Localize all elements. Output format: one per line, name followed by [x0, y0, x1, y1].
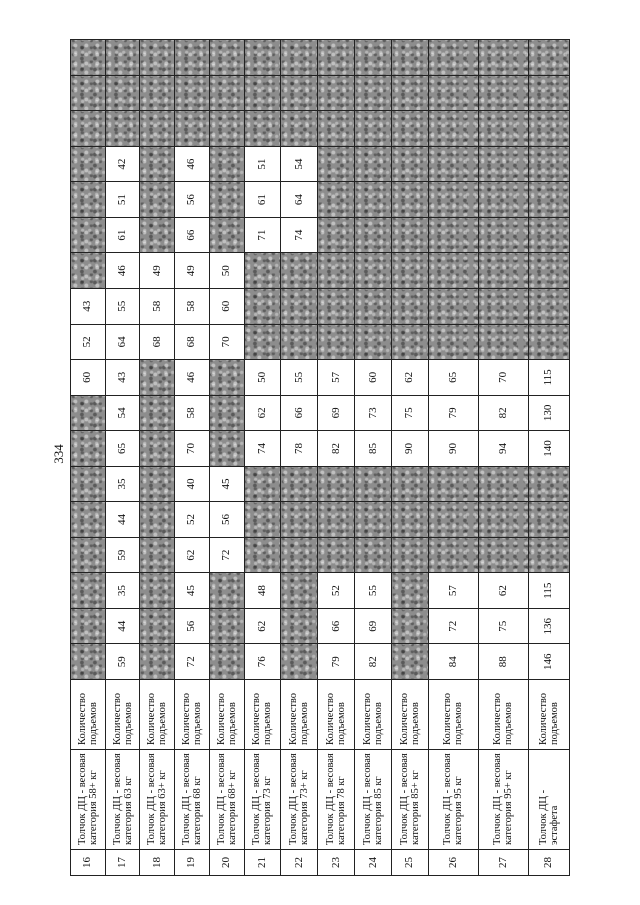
- measure-label: Количество подъемов: [105, 680, 140, 750]
- measure-label: Количество подъемов: [140, 680, 175, 750]
- norm-cell: 82: [318, 431, 355, 467]
- norm-cell: 88: [478, 644, 528, 680]
- norm-cell: 72: [428, 608, 478, 644]
- norm-cell: [281, 502, 318, 538]
- discipline-label: Толчок ДЦ - весовая категория 95+ кг: [478, 750, 528, 850]
- norm-cell: 72: [175, 644, 210, 680]
- norm-cell: 66: [318, 608, 355, 644]
- norm-cell: 70: [175, 431, 210, 467]
- norm-cell: [318, 40, 355, 76]
- norm-cell: [71, 75, 106, 111]
- norm-cell: [478, 217, 528, 253]
- table-row: [478, 40, 528, 876]
- norm-cell: [528, 146, 569, 182]
- norm-cell: [478, 502, 528, 538]
- norm-cell: 82: [355, 644, 392, 680]
- norm-cell: 79: [428, 395, 478, 431]
- norm-cell: 57: [318, 360, 355, 396]
- norm-cell: 64: [105, 324, 140, 360]
- row-number: 19: [175, 850, 210, 876]
- norm-cell: [281, 324, 318, 360]
- norm-cell: [244, 253, 281, 289]
- norm-cell: [318, 288, 355, 324]
- norm-cell: [355, 253, 392, 289]
- norm-cell: 49: [175, 253, 210, 289]
- norm-cell: [318, 75, 355, 111]
- norm-cell: 68: [140, 324, 175, 360]
- measure-label: Количество подъемов: [318, 680, 355, 750]
- norm-cell: [355, 324, 392, 360]
- norm-cell: 78: [281, 431, 318, 467]
- norm-cell: 130: [528, 395, 569, 431]
- norm-cell: 52: [71, 324, 106, 360]
- discipline-label: Толчок ДЦ - весовая категория 85+ кг: [392, 750, 429, 850]
- norm-cell: [140, 537, 175, 573]
- norm-cell: [71, 608, 106, 644]
- norm-cell: 52: [318, 573, 355, 609]
- norm-cell: 35: [105, 466, 140, 502]
- norm-cell: [71, 502, 106, 538]
- table-row: [318, 40, 355, 876]
- norm-cell: [478, 182, 528, 218]
- norm-cell: [392, 537, 429, 573]
- norm-cell: [392, 324, 429, 360]
- norm-cell: 84: [428, 644, 478, 680]
- norm-cell: [428, 288, 478, 324]
- norm-cell: [209, 40, 244, 76]
- norm-cell: [140, 608, 175, 644]
- norm-cell: [528, 288, 569, 324]
- norm-cell: [209, 573, 244, 609]
- norm-cell: 64: [281, 182, 318, 218]
- norm-cell: 51: [244, 146, 281, 182]
- norm-cell: 60: [355, 360, 392, 396]
- norm-cell: [478, 537, 528, 573]
- norm-cell: 61: [244, 182, 281, 218]
- norm-cell: [428, 40, 478, 76]
- norm-cell: [318, 324, 355, 360]
- norm-cell: 68: [175, 324, 210, 360]
- norm-cell: [528, 466, 569, 502]
- norm-cell: [355, 537, 392, 573]
- norm-cell: [428, 75, 478, 111]
- norm-cell: 55: [105, 288, 140, 324]
- norm-cell: 71: [244, 217, 281, 253]
- table-row: [392, 40, 429, 876]
- norm-cell: [392, 288, 429, 324]
- norm-cell: 61: [105, 217, 140, 253]
- norm-cell: 62: [244, 608, 281, 644]
- norm-cell: 115: [528, 360, 569, 396]
- table-row: [140, 40, 175, 876]
- norm-cell: [355, 75, 392, 111]
- discipline-label: Толчок ДЦ - весовая категория 63+ кг: [140, 750, 175, 850]
- norm-cell: [244, 324, 281, 360]
- norm-cell: [209, 182, 244, 218]
- norm-cell: [71, 111, 106, 147]
- norm-cell: [140, 75, 175, 111]
- measure-label: Количество подъемов: [175, 680, 210, 750]
- norm-cell: [428, 182, 478, 218]
- measure-label: Количество подъемов: [392, 680, 429, 750]
- norm-cell: 65: [105, 431, 140, 467]
- norm-cell: [281, 40, 318, 76]
- norm-cell: 94: [478, 431, 528, 467]
- norm-cell: [175, 75, 210, 111]
- row-number: 23: [318, 850, 355, 876]
- norm-cell: [478, 324, 528, 360]
- norm-cell: [105, 111, 140, 147]
- discipline-label: Толчок ДЦ - весовая категория 73+ кг: [281, 750, 318, 850]
- table-row: [428, 40, 478, 876]
- table-row: [281, 40, 318, 876]
- norm-cell: [209, 75, 244, 111]
- norm-cell: [209, 360, 244, 396]
- norm-cell: 54: [105, 395, 140, 431]
- norm-cell: 69: [355, 608, 392, 644]
- norm-cell: [392, 182, 429, 218]
- norm-cell: [209, 644, 244, 680]
- discipline-label: Толчок ДЦ - весовая категория 58+ кг: [71, 750, 106, 850]
- norm-cell: [209, 608, 244, 644]
- norm-cell: [318, 182, 355, 218]
- row-number: 20: [209, 850, 244, 876]
- norm-cell: [244, 111, 281, 147]
- norm-cell: 72: [209, 537, 244, 573]
- norm-cell: [318, 502, 355, 538]
- norm-cell: 54: [281, 146, 318, 182]
- norm-cell: [355, 182, 392, 218]
- norm-cell: [318, 217, 355, 253]
- norm-cell: 70: [478, 360, 528, 396]
- norm-cell: 45: [175, 573, 210, 609]
- discipline-label: Толчок ДЦ - весовая категория 95 кг: [428, 750, 478, 850]
- norm-cell: [281, 608, 318, 644]
- norm-cell: 136: [528, 608, 569, 644]
- norm-cell: [318, 466, 355, 502]
- table-row: [71, 40, 106, 876]
- norm-cell: 40: [175, 466, 210, 502]
- measure-label: Количество подъемов: [478, 680, 528, 750]
- norm-cell: [428, 111, 478, 147]
- norm-cell: [428, 217, 478, 253]
- norm-cell: [209, 431, 244, 467]
- norm-cell: [528, 111, 569, 147]
- norm-cell: [528, 182, 569, 218]
- norm-cell: [355, 111, 392, 147]
- norm-cell: 62: [175, 537, 210, 573]
- norm-cell: [355, 466, 392, 502]
- norm-cell: 62: [244, 395, 281, 431]
- norm-cell: [478, 146, 528, 182]
- norm-cell: [244, 40, 281, 76]
- norm-cell: [392, 146, 429, 182]
- norm-cell: [478, 111, 528, 147]
- norm-cell: [428, 324, 478, 360]
- norm-cell: 60: [71, 360, 106, 396]
- measure-label: Количество подъемов: [281, 680, 318, 750]
- norm-cell: [105, 40, 140, 76]
- norm-cell: [209, 395, 244, 431]
- page-number: 334: [51, 444, 66, 464]
- norms-table-body: [71, 40, 570, 876]
- norm-cell: 56: [209, 502, 244, 538]
- norm-cell: [355, 217, 392, 253]
- norm-cell: 56: [175, 182, 210, 218]
- norm-cell: 59: [105, 537, 140, 573]
- norm-cell: [244, 502, 281, 538]
- norm-cell: 60: [209, 288, 244, 324]
- norm-cell: [71, 466, 106, 502]
- norm-cell: [244, 466, 281, 502]
- norm-cell: 85: [355, 431, 392, 467]
- norm-cell: [140, 360, 175, 396]
- norm-cell: [140, 111, 175, 147]
- norm-cell: 35: [105, 573, 140, 609]
- norm-cell: 69: [318, 395, 355, 431]
- norm-cell: [478, 253, 528, 289]
- norm-cell: [355, 502, 392, 538]
- norm-cell: 66: [175, 217, 210, 253]
- table-row: [528, 40, 569, 876]
- norm-cell: [478, 288, 528, 324]
- norms-table: [70, 39, 570, 876]
- norm-cell: [528, 40, 569, 76]
- table-row: [244, 40, 281, 876]
- norm-cell: 58: [175, 395, 210, 431]
- norm-cell: [281, 75, 318, 111]
- norm-cell: 82: [478, 395, 528, 431]
- norm-cell: [528, 75, 569, 111]
- norm-cell: [140, 466, 175, 502]
- norm-cell: [140, 395, 175, 431]
- norm-cell: [392, 40, 429, 76]
- norm-cell: [140, 217, 175, 253]
- discipline-label: Толчок ДЦ - весовая категория 73 кг: [244, 750, 281, 850]
- norm-cell: 50: [209, 253, 244, 289]
- norm-cell: [281, 537, 318, 573]
- norm-cell: 76: [244, 644, 281, 680]
- norm-cell: 56: [175, 608, 210, 644]
- norm-cell: [318, 537, 355, 573]
- measure-label: Количество подъемов: [528, 680, 569, 750]
- norm-cell: [140, 431, 175, 467]
- norm-cell: 51: [105, 182, 140, 218]
- norm-cell: [318, 253, 355, 289]
- row-number: 18: [140, 850, 175, 876]
- norm-cell: [428, 146, 478, 182]
- norm-cell: 49: [140, 253, 175, 289]
- discipline-label: Толчок ДЦ - эстафета: [528, 750, 569, 850]
- row-number: 24: [355, 850, 392, 876]
- norm-cell: [392, 644, 429, 680]
- norm-cell: [281, 253, 318, 289]
- norm-cell: [281, 573, 318, 609]
- norm-cell: [140, 573, 175, 609]
- row-number: 21: [244, 850, 281, 876]
- norm-cell: [281, 644, 318, 680]
- norm-cell: 45: [209, 466, 244, 502]
- norm-cell: [392, 75, 429, 111]
- measure-label: Количество подъемов: [71, 680, 106, 750]
- norm-cell: [244, 288, 281, 324]
- norm-cell: [175, 111, 210, 147]
- norm-cell: 55: [355, 573, 392, 609]
- norm-cell: [392, 111, 429, 147]
- norm-cell: 115: [528, 573, 569, 609]
- norm-cell: [528, 324, 569, 360]
- norm-cell: [318, 146, 355, 182]
- norm-cell: [318, 111, 355, 147]
- norm-cell: [355, 146, 392, 182]
- norm-cell: [528, 502, 569, 538]
- table-row: [175, 40, 210, 876]
- norm-cell: 42: [105, 146, 140, 182]
- norm-cell: [140, 146, 175, 182]
- norm-cell: 44: [105, 608, 140, 644]
- norm-cell: 43: [105, 360, 140, 396]
- norm-cell: 57: [428, 573, 478, 609]
- norm-cell: [281, 466, 318, 502]
- norm-cell: [244, 75, 281, 111]
- norm-cell: [140, 644, 175, 680]
- norm-cell: 75: [392, 395, 429, 431]
- norm-cell: 58: [140, 288, 175, 324]
- rotated-table-wrapper: [70, 40, 570, 876]
- norm-cell: [209, 111, 244, 147]
- norm-cell: [71, 537, 106, 573]
- norm-cell: 52: [175, 502, 210, 538]
- norm-cell: [428, 537, 478, 573]
- norm-cell: 43: [71, 288, 106, 324]
- norm-cell: 46: [105, 253, 140, 289]
- row-number: 26: [428, 850, 478, 876]
- norm-cell: [244, 537, 281, 573]
- norm-cell: 65: [428, 360, 478, 396]
- discipline-label: Толчок ДЦ - весовая категория 68+ кг: [209, 750, 244, 850]
- norm-cell: 46: [175, 146, 210, 182]
- norm-cell: [392, 608, 429, 644]
- norm-cell: [428, 253, 478, 289]
- measure-label: Количество подъемов: [428, 680, 478, 750]
- norm-cell: [392, 502, 429, 538]
- norm-cell: 58: [175, 288, 210, 324]
- norm-cell: 55: [281, 360, 318, 396]
- row-number: 27: [478, 850, 528, 876]
- norm-cell: [71, 644, 106, 680]
- row-number: 22: [281, 850, 318, 876]
- table-row: [209, 40, 244, 876]
- norm-cell: [209, 217, 244, 253]
- norm-cell: 62: [392, 360, 429, 396]
- row-number: 25: [392, 850, 429, 876]
- norm-cell: [281, 288, 318, 324]
- norm-cell: 48: [244, 573, 281, 609]
- norm-cell: [140, 182, 175, 218]
- norm-cell: 70: [209, 324, 244, 360]
- norm-cell: [392, 573, 429, 609]
- norm-cell: 66: [281, 395, 318, 431]
- norm-cell: [528, 253, 569, 289]
- row-number: 28: [528, 850, 569, 876]
- norm-cell: [71, 146, 106, 182]
- norm-cell: [281, 111, 318, 147]
- norm-cell: [71, 40, 106, 76]
- norm-cell: [428, 466, 478, 502]
- norm-cell: 79: [318, 644, 355, 680]
- norm-cell: 75: [478, 608, 528, 644]
- norm-cell: [71, 431, 106, 467]
- norm-cell: [209, 146, 244, 182]
- norm-cell: [71, 253, 106, 289]
- norm-cell: [528, 217, 569, 253]
- norm-cell: [71, 182, 106, 218]
- norm-cell: [392, 466, 429, 502]
- norm-cell: 90: [392, 431, 429, 467]
- norm-cell: [392, 253, 429, 289]
- norm-cell: [428, 502, 478, 538]
- row-number: 17: [105, 850, 140, 876]
- norm-cell: [355, 288, 392, 324]
- norm-cell: 74: [244, 431, 281, 467]
- norm-cell: [478, 75, 528, 111]
- discipline-label: Толчок ДЦ - весовая категория 78 кг: [318, 750, 355, 850]
- norm-cell: [105, 75, 140, 111]
- table-row: [105, 40, 140, 876]
- table-row: [355, 40, 392, 876]
- norm-cell: 74: [281, 217, 318, 253]
- norm-cell: [140, 40, 175, 76]
- norm-cell: [355, 40, 392, 76]
- norm-cell: [140, 502, 175, 538]
- norm-cell: [392, 217, 429, 253]
- norm-cell: [478, 40, 528, 76]
- row-number: 16: [71, 850, 106, 876]
- norm-cell: [528, 537, 569, 573]
- discipline-label: Толчок ДЦ - весовая категория 63 кг: [105, 750, 140, 850]
- norm-cell: 50: [244, 360, 281, 396]
- measure-label: Количество подъемов: [209, 680, 244, 750]
- norm-cell: 140: [528, 431, 569, 467]
- norm-cell: [71, 217, 106, 253]
- norm-cell: 62: [478, 573, 528, 609]
- norm-cell: 59: [105, 644, 140, 680]
- discipline-label: Толчок ДЦ - весовая категория 68 кг: [175, 750, 210, 850]
- norm-cell: 146: [528, 644, 569, 680]
- norm-cell: [71, 573, 106, 609]
- discipline-label: Толчок ДЦ - весовая категория 85 кг: [355, 750, 392, 850]
- norm-cell: 44: [105, 502, 140, 538]
- measure-label: Количество подъемов: [355, 680, 392, 750]
- norm-cell: [71, 395, 106, 431]
- norm-cell: 73: [355, 395, 392, 431]
- norm-cell: [478, 466, 528, 502]
- norm-cell: [175, 40, 210, 76]
- norm-cell: 46: [175, 360, 210, 396]
- measure-label: Количество подъемов: [244, 680, 281, 750]
- norm-cell: 90: [428, 431, 478, 467]
